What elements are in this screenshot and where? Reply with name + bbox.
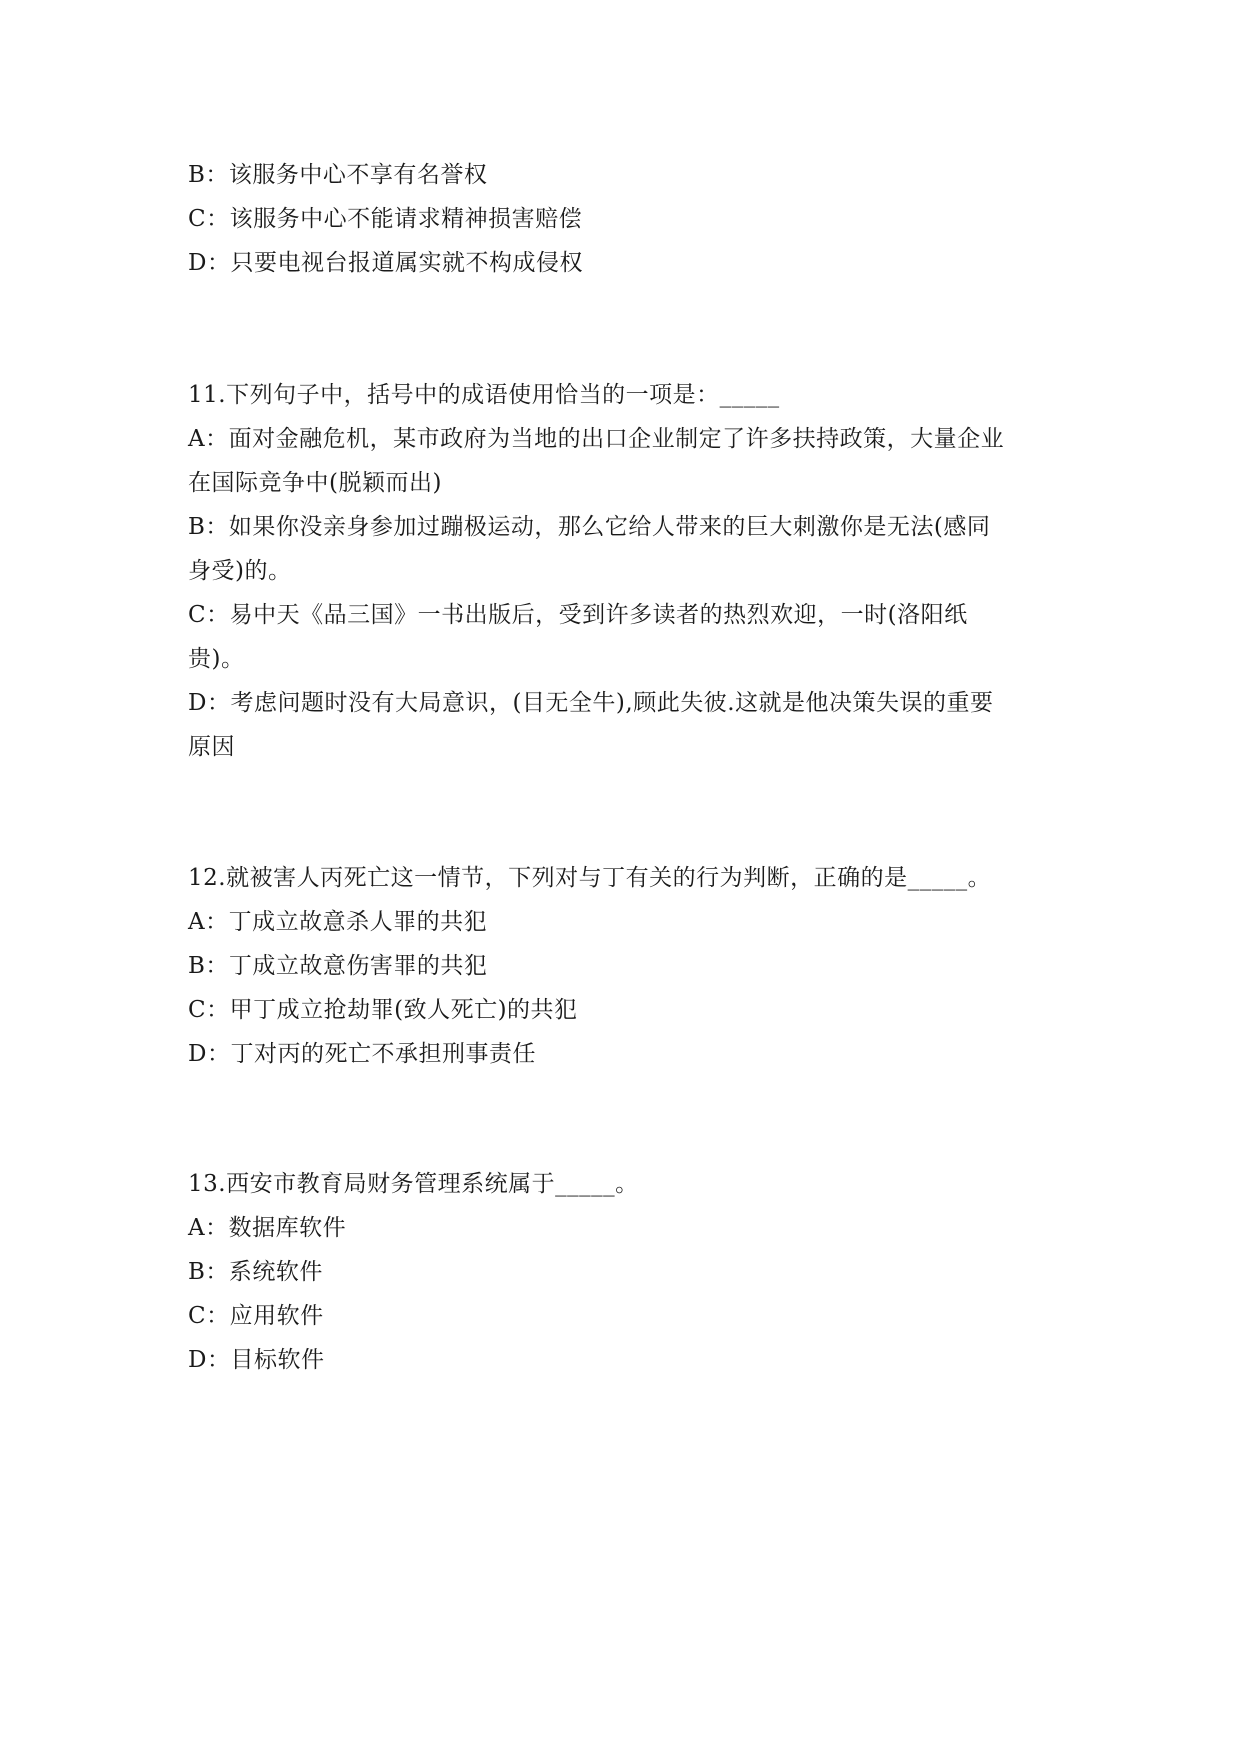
question-11-option-b-line1: B：如果你没亲身参加过蹦极运动，那么它给人带来的巨大刺激你是无法(感同	[188, 514, 991, 540]
question-11-option-a-line2: 在国际竞争中(脱颖而出)	[188, 470, 442, 496]
question-13-option-a: A：数据库软件	[188, 1215, 347, 1241]
question-12-option-d: D：丁对丙的死亡不承担刑事责任	[188, 1041, 536, 1067]
question-11-option-d-line1: D：考虑问题时没有大局意识，(目无全牛),顾此失彼.这就是他决策失误的重要	[188, 690, 994, 716]
question-12-stem: 12.就被害人丙死亡这一情节，下列对与丁有关的行为判断，正确的是_____。	[188, 865, 992, 891]
question-12-option-b: B：丁成立故意伤害罪的共犯	[188, 953, 488, 979]
question-13-option-c: C：应用软件	[188, 1303, 324, 1329]
question-12-option-c: C：甲丁成立抢劫罪(致人死亡)的共犯	[188, 997, 578, 1023]
question-13-stem: 13.西安市教育局财务管理系统属于_____。	[188, 1171, 639, 1197]
question-11-option-b-line2: 身受)的。	[188, 558, 292, 584]
question-12-option-a: A：丁成立故意杀人罪的共犯	[188, 909, 488, 935]
question-11-stem: 11.下列句子中，括号中的成语使用恰当的一项是：_____	[188, 382, 780, 408]
question-11-option-c-line1: C：易中天《品三国》一书出版后，受到许多读者的热烈欢迎，一时(洛阳纸	[188, 602, 968, 628]
question-11-option-d-line2: 原因	[188, 734, 235, 760]
option-b-continued: B：该服务中心不享有名誉权	[188, 162, 488, 188]
question-13-option-d: D：目标软件	[188, 1347, 325, 1373]
option-d-continued: D：只要电视台报道属实就不构成侵权	[188, 250, 583, 276]
option-c-continued: C：该服务中心不能请求精神损害赔偿	[188, 206, 583, 232]
question-13-option-b: B：系统软件	[188, 1259, 323, 1285]
question-11-option-c-line2: 贵)。	[188, 646, 245, 672]
question-11-option-a-line1: A：面对金融危机，某市政府为当地的出口企业制定了许多扶持政策，大量企业	[188, 426, 1005, 452]
